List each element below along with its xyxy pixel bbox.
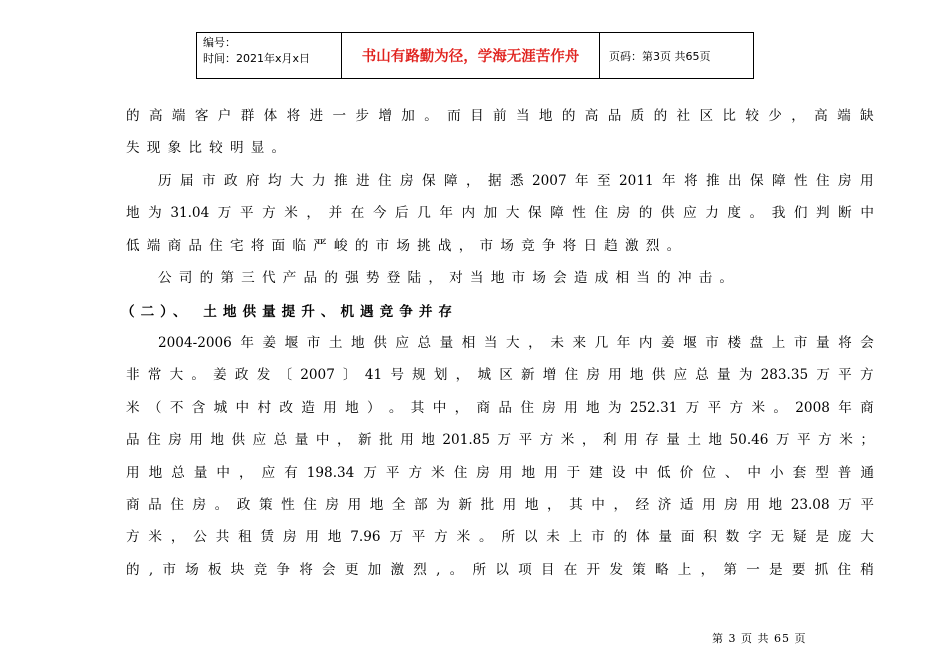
- body-line: 的 , 市 场 板 块 竞 争 将 会 更 加 激 烈 , 。 所 以 项 目 在 开 发 策 略 上 ， 第 一 是 要 抓 住 稍: [126, 562, 874, 578]
- page-header: [196, 32, 754, 79]
- page-footer: 第 3 页 共 65 页: [712, 632, 807, 645]
- body-line: 历 届 市 政 府 均 大 力 推 进 住 房 保 障 ， 据 悉 2007 年 至 2011 年 将 推 出 保 障 性 住 房 用: [158, 173, 874, 189]
- body-line: 非 常 大 。 姜 政 发 〔 2007 〕 41 号 规 划 ， 城 区 新 增 住 房 用 地 供 应 总 量 为 283.35 万 平 方: [126, 367, 874, 383]
- body-line: 低端商品住宅将面临严峻的市场挑战，市场竞争将日趋激烈。: [126, 238, 688, 254]
- body-line: 方 米 ， 公 共 租 赁 房 用 地 7.96 万 平 方 米 。 所 以 未 上 市 的 体 量 面 积 数 字 无 疑 是 庞 大: [126, 529, 874, 545]
- section-heading: （二）、 土地供量提升、机遇竞争并存: [121, 304, 459, 320]
- body-line: 的 高 端 客 户 群 体 将 进 一 步 增 加 。 而 目 前 当 地 的 高 品 质 的 社 区 比 较 少 ， 高 端 缺: [126, 108, 874, 124]
- date-label: 时间：2021年x月x日: [203, 52, 311, 65]
- body-line: 米 （ 不 含 城 中 村 改 造 用 地 ） 。 其 中 ， 商 品 住 房 用 地 为 252.31 万 平 方 米 。 2008 年 商: [126, 400, 874, 416]
- header-page-number: 页码：第3页 共65页: [609, 49, 711, 63]
- body-line: 品 住 房 用 地 供 应 总 量 中 ， 新 批 用 地 201.85 万 平 方 米 ， 利 用 存 量 土 地 50.46 万 平 方 米 ；: [126, 432, 874, 448]
- header-motto: 书山有路勤为径，学海无涯苦作舟: [342, 33, 600, 78]
- body-line: 地 为 31.04 万 平 方 米 ， 并 在 今 后 几 年 内 加 大 保 障 性 住 房 的 供 应 力 度 。 我 们 判 断 中: [126, 205, 874, 221]
- body-line: 失现象比较明显。: [126, 140, 293, 156]
- body-line: 商 品 住 房 。 政 策 性 住 房 用 地 全 部 为 新 批 用 地 ， 其 中 ， 经 济 适 用 房 用 地 23.08 万 平: [126, 497, 874, 513]
- serial-number-label: 编号：: [203, 36, 236, 49]
- body-line: 公司的第三代产品的强势登陆，对当地市场会造成相当的冲击。: [158, 270, 741, 286]
- header-meta: [197, 33, 342, 78]
- body-line: 用 地 总 量 中 ， 应 有 198.34 万 平 方 米 住 房 用 地 用 于 建 设 中 低 价 位 、 中 小 套 型 普 通: [126, 465, 874, 481]
- body-line: 2004-2006 年 姜 堰 市 土 地 供 应 总 量 相 当 大 ， 未 来 几 年 内 姜 堰 市 楼 盘 上 市 量 将 会: [158, 335, 874, 351]
